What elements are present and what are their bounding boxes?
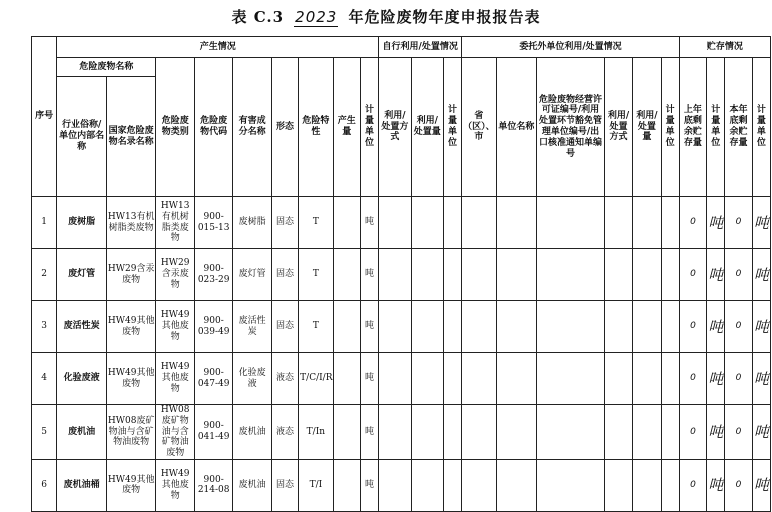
cell-province [462,459,496,511]
cell-license [537,301,605,353]
cell-hazard: T [299,197,333,249]
cell-harmful: 废灯管 [233,249,271,301]
header-province: 省（区）、市 [462,58,496,197]
header-unit2: 计量单位 [443,58,461,197]
cell-harmful: 废树脂 [233,197,271,249]
cell-end-unit: 吨 [752,301,770,353]
cell-seq: 6 [32,459,57,511]
cell-province [462,353,496,405]
cell-category: HW08废矿物油与含矿物油废物 [156,405,194,460]
cell-seq: 1 [32,197,57,249]
header-entrusted: 委托外单位利用/处置情况 [462,37,680,58]
cell-end-stock: 0 [725,249,752,301]
cell-code: 900-015-13 [194,197,232,249]
cell-begin-stock: 0 [679,459,706,511]
cell-method [379,459,411,511]
cell-seq: 5 [32,405,57,460]
cell-ent-amount [633,249,661,301]
cell-company [496,459,536,511]
cell-license [537,197,605,249]
cell-harmful: 废机油 [233,405,271,460]
table-row [32,249,771,301]
cell-national-name: HW08废矿物油与含矿物油废物 [106,405,156,460]
cell-unit3 [661,301,679,353]
cell-industry-name: 废机油 [57,405,107,460]
cell-category: HW49其他废物 [156,353,194,405]
header-industry-name: 行业俗称/单位内部名称 [57,77,107,197]
cell-harmful: 废机油 [233,459,271,511]
cell-amount [333,197,360,249]
cell-unit3 [661,197,679,249]
cell-seq: 4 [32,353,57,405]
cell-license [537,249,605,301]
cell-ent-method [604,459,632,511]
cell-industry-name: 废机油桶 [57,459,107,511]
cell-self-amount [411,405,443,460]
table-row [32,197,771,249]
cell-form: 固态 [271,249,298,301]
cell-company [496,405,536,460]
cell-method [379,301,411,353]
cell-category: HW13有机树脂类废物 [156,197,194,249]
cell-unit3 [661,459,679,511]
table-row [32,353,771,405]
cell-license [537,353,605,405]
cell-end-unit: 吨 [752,353,770,405]
cell-self-amount [411,459,443,511]
header-category: 危险废物类别 [156,58,194,197]
cell-end-stock: 0 [725,301,752,353]
cell-end-stock: 0 [725,405,752,460]
header-code: 危险废物代码 [194,58,232,197]
header-method: 利用/处置方式 [379,58,411,197]
cell-unit: 吨 [360,197,378,249]
cell-form: 液态 [271,405,298,460]
header-begin-stock: 上年底剩余贮存量 [679,58,706,197]
header-amount: 产生量 [333,58,360,197]
header-self-use: 自行利用/处置情况 [379,37,462,58]
cell-end-unit: 吨 [752,405,770,460]
cell-province [462,405,496,460]
cell-industry-name: 化验废液 [57,353,107,405]
cell-license [537,459,605,511]
cell-hazard: T/C/I/R [299,353,333,405]
cell-category: HW49其他废物 [156,459,194,511]
cell-harmful: 废活性炭 [233,301,271,353]
cell-code: 900-047-49 [194,353,232,405]
cell-industry-name: 废灯管 [57,249,107,301]
cell-seq: 3 [32,301,57,353]
cell-ent-amount [633,353,661,405]
cell-end-stock: 0 [725,197,752,249]
cell-unit2 [443,249,461,301]
cell-self-amount [411,197,443,249]
title-suffix: 年危险废物年度申报报告表 [348,8,541,26]
cell-begin-unit: 吨 [707,197,725,249]
header-unit1: 计量单位 [360,58,378,197]
cell-begin-unit: 吨 [707,459,725,511]
cell-end-unit: 吨 [752,197,770,249]
cell-category: HW29含汞废物 [156,249,194,301]
cell-seq: 2 [32,249,57,301]
cell-begin-unit: 吨 [707,405,725,460]
cell-begin-stock: 0 [679,249,706,301]
cell-unit3 [661,249,679,301]
header-company: 单位名称 [496,58,536,197]
header-unit4: 计量单位 [707,58,725,197]
cell-national-name: HW49其他废物 [106,353,156,405]
cell-national-name: HW29含汞废物 [106,249,156,301]
cell-unit2 [443,353,461,405]
cell-form: 固态 [271,301,298,353]
cell-amount [333,353,360,405]
header-unit5: 计量单位 [752,58,770,197]
header-unit3: 计量单位 [661,58,679,197]
cell-company [496,249,536,301]
cell-code: 900-214-08 [194,459,232,511]
cell-begin-stock: 0 [679,405,706,460]
cell-begin-stock: 0 [679,301,706,353]
cell-company [496,301,536,353]
cell-form: 固态 [271,459,298,511]
header-form: 形态 [271,58,298,197]
cell-ent-method [604,301,632,353]
header-storage: 贮存情况 [679,37,770,58]
cell-license [537,405,605,460]
cell-end-stock: 0 [725,459,752,511]
cell-method [379,197,411,249]
cell-amount [333,249,360,301]
header-ent-amount: 利用/处置量 [633,58,661,197]
cell-end-stock: 0 [725,353,752,405]
cell-company [496,353,536,405]
cell-ent-method [604,249,632,301]
hazardous-waste-report-table [31,36,771,512]
cell-unit: 吨 [360,249,378,301]
header-seq: 序号 [32,37,57,197]
cell-ent-amount [633,405,661,460]
cell-industry-name: 废树脂 [57,197,107,249]
cell-method [379,249,411,301]
cell-ent-method [604,197,632,249]
cell-method [379,405,411,460]
cell-amount [333,405,360,460]
cell-end-unit: 吨 [752,249,770,301]
header-production: 产生情况 [57,37,379,58]
cell-unit: 吨 [360,459,378,511]
cell-self-amount [411,353,443,405]
cell-amount [333,301,360,353]
cell-form: 液态 [271,353,298,405]
cell-hazard: T [299,301,333,353]
cell-self-amount [411,301,443,353]
table-row [32,459,771,511]
header-self-amount: 利用/处置量 [411,58,443,197]
cell-code: 900-041-49 [194,405,232,460]
cell-unit: 吨 [360,405,378,460]
cell-category: HW49其他废物 [156,301,194,353]
cell-unit2 [443,405,461,460]
cell-code: 900-039-49 [194,301,232,353]
cell-unit2 [443,197,461,249]
title-prefix: 表 C.3 [231,8,285,26]
cell-hazard: T [299,249,333,301]
cell-hazard: T/In [299,405,333,460]
cell-code: 900-023-29 [194,249,232,301]
cell-unit3 [661,405,679,460]
cell-begin-stock: 0 [679,197,706,249]
title-year: 2023 [295,8,338,26]
header-harmful: 有害成分名称 [233,58,271,197]
cell-form: 固态 [271,197,298,249]
cell-ent-method [604,353,632,405]
cell-ent-amount [633,301,661,353]
cell-province [462,249,496,301]
cell-ent-method [604,405,632,460]
cell-unit2 [443,301,461,353]
cell-self-amount [411,249,443,301]
header-ent-method: 利用/处置方式 [604,58,632,197]
header-national-name: 国家危险废物名录名称 [106,77,156,197]
cell-begin-unit: 吨 [707,249,725,301]
cell-province [462,301,496,353]
table-row [32,301,771,353]
cell-end-unit: 吨 [752,459,770,511]
table-row [32,405,771,460]
cell-harmful: 化验废液 [233,353,271,405]
cell-unit: 吨 [360,301,378,353]
cell-unit: 吨 [360,353,378,405]
cell-begin-unit: 吨 [707,301,725,353]
cell-begin-stock: 0 [679,353,706,405]
header-license: 危险废物经营许可证编号/利用处置环节豁免管理单位编号/出口核准通知单编号 [537,58,605,197]
cell-unit3 [661,353,679,405]
cell-company [496,197,536,249]
cell-ent-amount [633,197,661,249]
cell-province [462,197,496,249]
cell-industry-name: 废活性炭 [57,301,107,353]
cell-national-name: HW49其他废物 [106,301,156,353]
header-waste-name-group: 危险废物名称 [57,58,156,77]
cell-begin-unit: 吨 [707,353,725,405]
cell-ent-amount [633,459,661,511]
cell-method [379,353,411,405]
cell-national-name: HW13有机树脂类废物 [106,197,156,249]
cell-amount [333,459,360,511]
cell-national-name: HW49其他废物 [106,459,156,511]
header-hazard: 危险特性 [299,58,333,197]
cell-hazard: T/I [299,459,333,511]
page-title [0,6,772,27]
header-end-stock: 本年底剩余贮存量 [725,58,752,197]
cell-unit2 [443,459,461,511]
